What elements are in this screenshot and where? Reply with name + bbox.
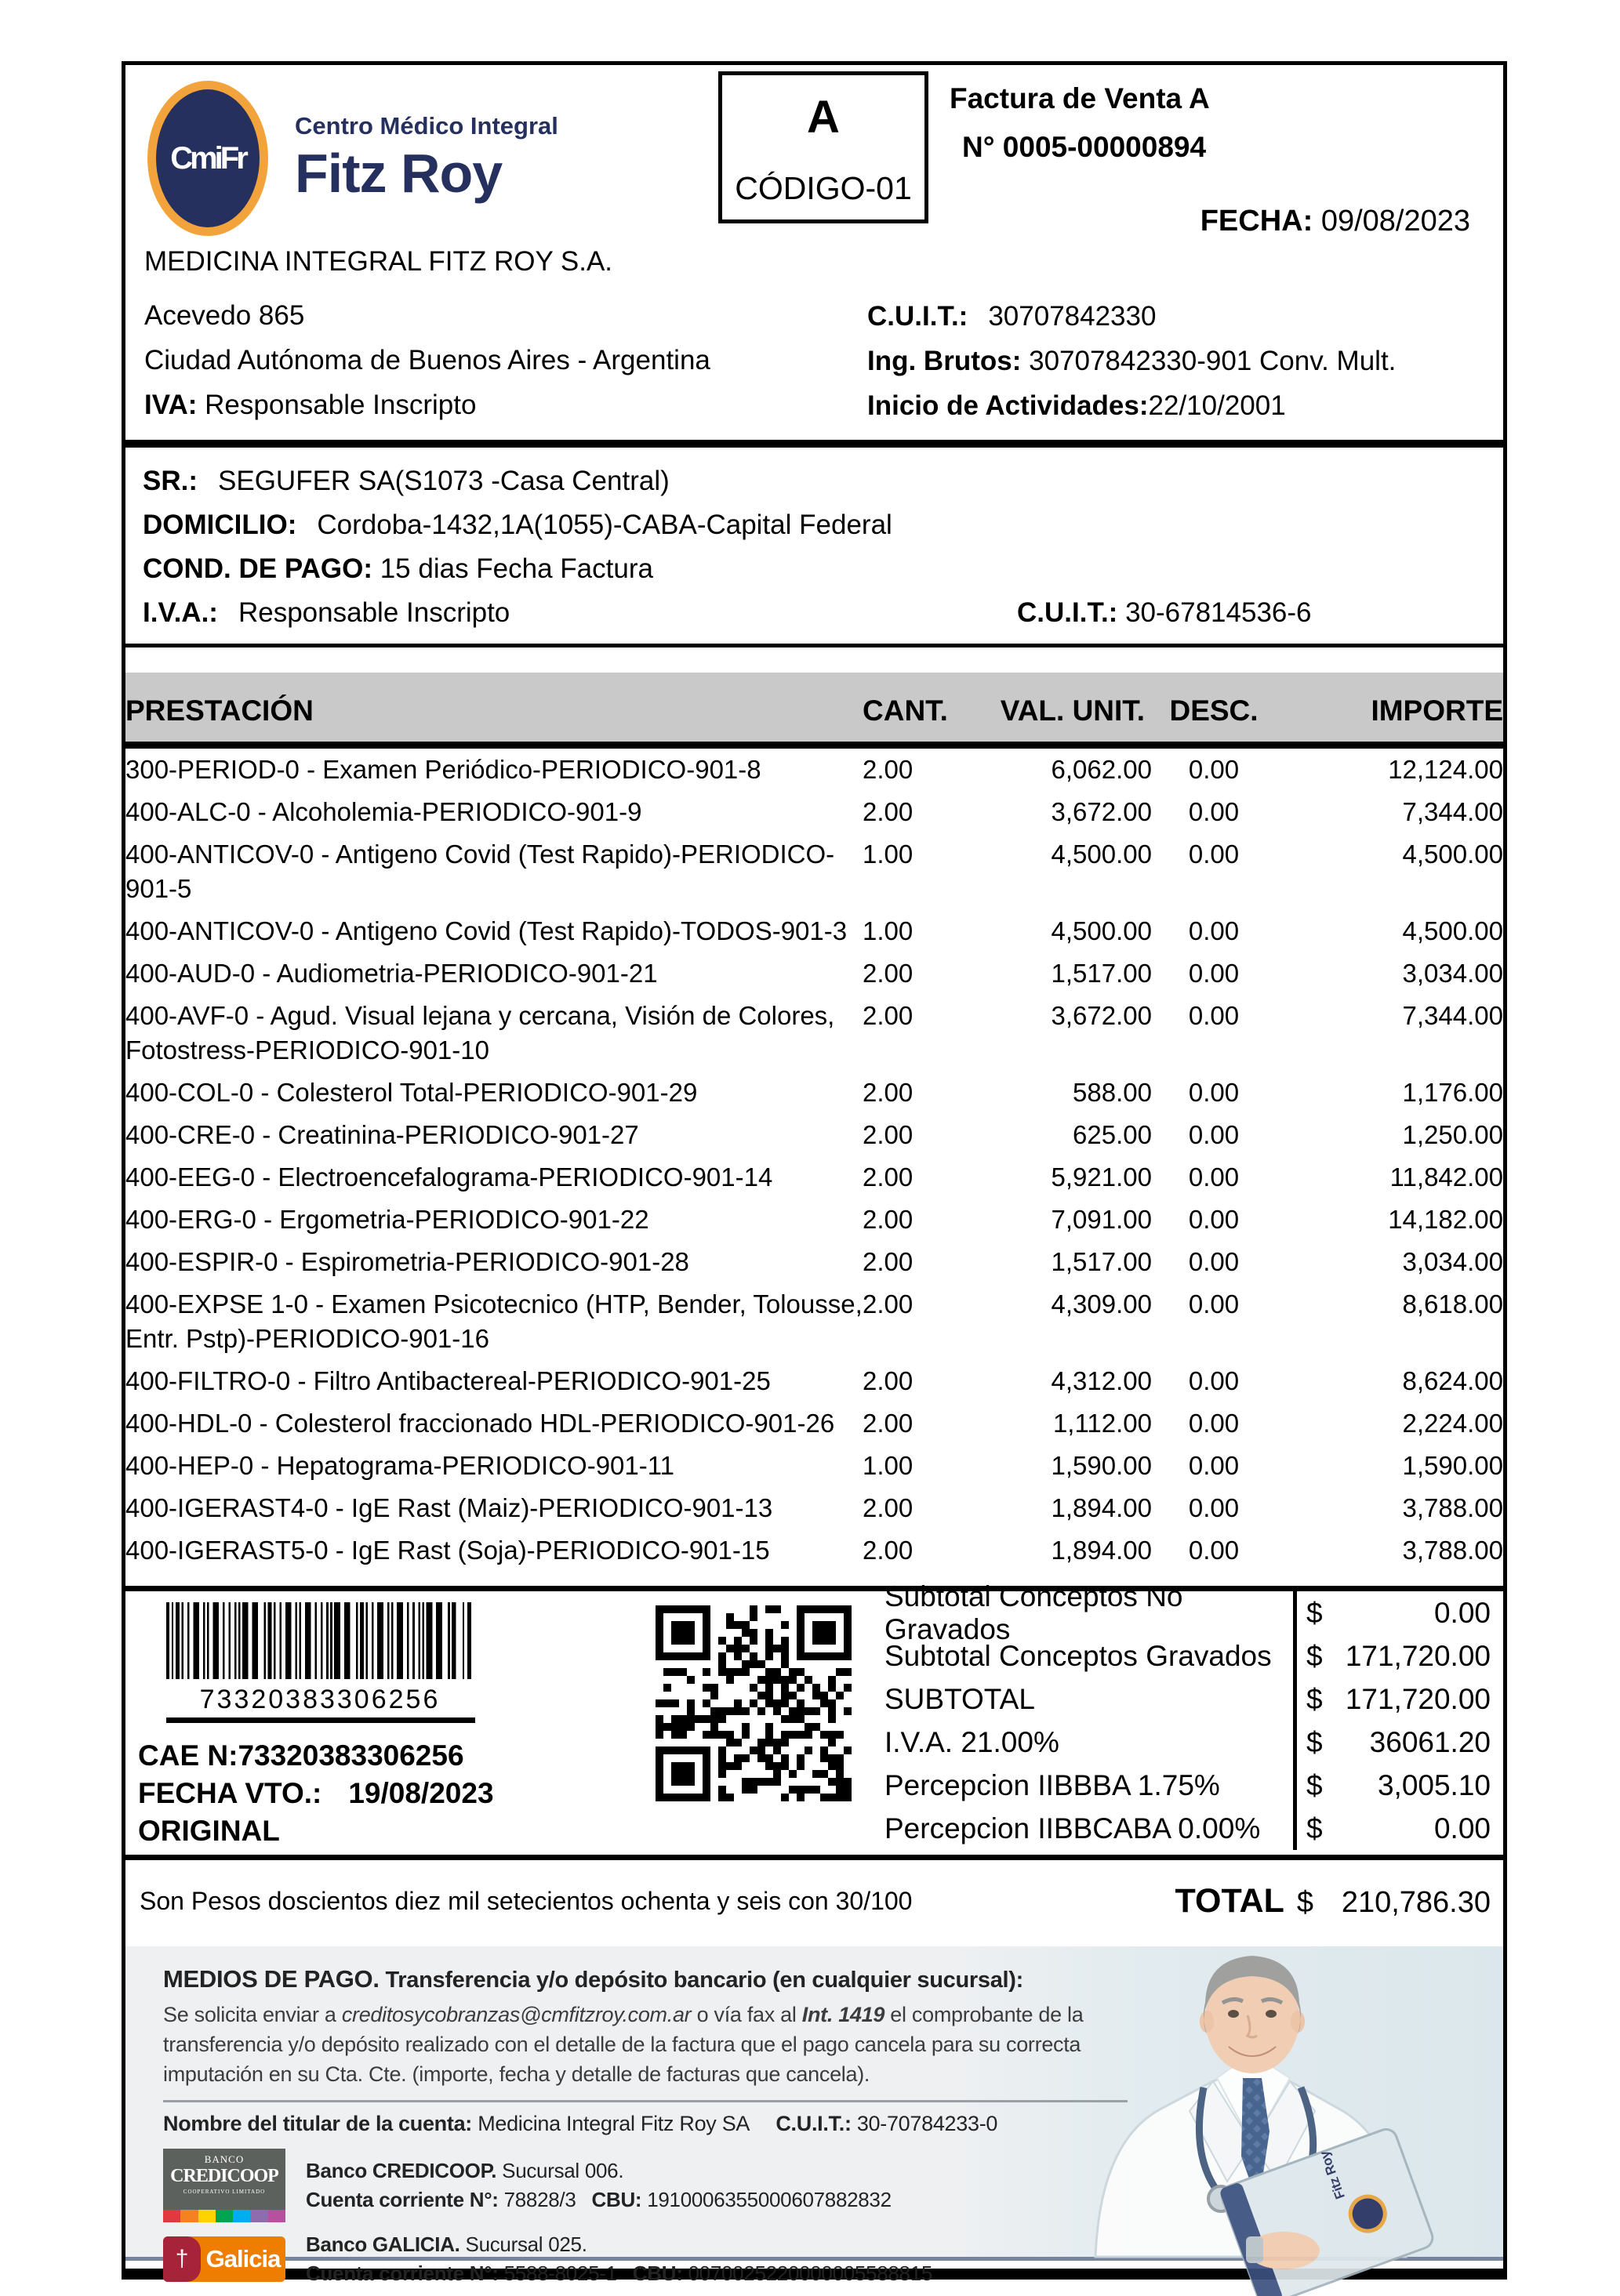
cell-desc: 0.00	[1188, 1120, 1240, 1149]
cell-val-unit: 1,894.00	[1051, 1493, 1152, 1522]
cell-prestacion: 400-HDL-0 - Colesterol fraccionado HDL-PERIODICO-901-26	[125, 1409, 835, 1438]
credicoop-logo-line2: CREDICOOP	[170, 2166, 278, 2186]
company-info	[144, 239, 710, 427]
cell-desc: 0.00	[1188, 1078, 1240, 1107]
cell-val-unit: 4,500.00	[1051, 916, 1152, 945]
summary-value: 3,005.10	[1377, 1768, 1491, 1801]
summary-value-cell	[1293, 1764, 1503, 1807]
cell-prestacion: 400-EEG-0 - Electroencefalograma-PERIODICO-901-14	[125, 1163, 773, 1192]
customer-cond-pago-value: 15 dias Fecha Factura	[380, 553, 653, 584]
invoice-title: Factura de Venta A	[950, 82, 1210, 114]
cell-desc: 0.00	[1188, 1289, 1240, 1318]
galicia-cbu-label: CBU:	[632, 2262, 683, 2285]
account-holder-line	[163, 2112, 1128, 2136]
customer-cond-pago-label: COND. DE PAGO:	[143, 553, 372, 584]
customer-iva-label: I.V.A.:	[143, 597, 218, 628]
cell-prestacion: 400-IGERAST4-0 - IgE Rast (Maiz)-PERIODICO-901-13	[125, 1493, 773, 1522]
cell-desc: 0.00	[1188, 797, 1240, 826]
summary-value-cell	[1293, 1678, 1503, 1721]
account-holder-value: Medicina Integral Fitz Roy SA	[478, 2112, 750, 2135]
summary-value-cell	[1293, 1721, 1503, 1764]
summary-label: I.V.A. 21.00%	[884, 1725, 1059, 1758]
invoice-header	[125, 65, 1503, 444]
table-row	[125, 910, 1503, 952]
summary-row	[866, 1678, 1503, 1721]
col-header-val-unit: VAL. UNIT.	[993, 673, 1152, 745]
cell-prestacion: 400-IGERAST5-0 - IgE Rast (Soja)-PERIODICO-901-15	[125, 1536, 770, 1565]
cell-cant: 1.00	[863, 916, 914, 945]
credicoop-name: Banco CREDICOOP.	[306, 2159, 497, 2182]
cell-cant: 2.00	[863, 1205, 914, 1234]
table-row	[125, 1529, 1503, 1572]
bank-row-credicoop	[163, 2149, 1128, 2222]
galicia-details	[306, 2230, 932, 2288]
cell-prestacion: 300-PERIOD-0 - Examen Periódico-PERIODICO-901-8	[125, 755, 761, 784]
cae-vto-line	[138, 1775, 656, 1812]
cell-desc: 0.00	[1188, 1366, 1240, 1395]
summary-label: Subtotal Conceptos Gravados	[884, 1639, 1272, 1672]
cell-prestacion: 400-ALC-0 - Alcoholemia-PERIODICO-901-9	[125, 797, 642, 826]
customer-domicilio-value: Cordoba-1432,1A(1055)-CABA-Capital Federal	[317, 510, 892, 540]
credicoop-cc-label: Cuenta corriente N°:	[306, 2188, 499, 2211]
cell-cant: 2.00	[863, 1120, 914, 1149]
cell-cant: 2.00	[863, 1001, 914, 1030]
cell-desc: 0.00	[1188, 1493, 1240, 1522]
cell-cant: 2.00	[863, 1247, 914, 1276]
summary-value: 36061.20	[1369, 1725, 1491, 1758]
table-row	[125, 995, 1503, 1072]
cell-val-unit: 1,517.00	[1051, 1247, 1152, 1276]
company-cuit-label: C.U.I.T.:	[867, 301, 968, 332]
payment-summary-section	[125, 1580, 1503, 1860]
cell-importe: 8,624.00	[1402, 1366, 1503, 1395]
company-iva	[144, 383, 710, 427]
payments-email: creditosycobranzas@cmfitzroy.com.ar	[341, 2003, 692, 2026]
cell-importe: 7,344.00	[1402, 797, 1503, 826]
cell-desc: 0.00	[1188, 755, 1240, 784]
cell-prestacion: 400-COL-0 - Colesterol Total-PERIODICO-901-29	[125, 1078, 698, 1107]
cell-prestacion: 400-ERG-0 - Ergometria-PERIODICO-901-22	[125, 1205, 649, 1234]
payment-methods-title: MEDIOS DE PAGO.	[163, 1965, 380, 1993]
brand-name: Fitz Roy	[295, 143, 503, 204]
company-ing-brutos-label: Ing. Brutos:	[867, 346, 1022, 376]
summary-value: 0.00	[1433, 1596, 1491, 1629]
company-inicio-actividades	[867, 383, 1396, 428]
col-header-cant: CANT.	[863, 673, 993, 745]
payment-instructions	[163, 2000, 1128, 2089]
table-row	[125, 791, 1503, 833]
cae-value: 73320383306256	[238, 1739, 464, 1772]
table-row	[125, 1114, 1503, 1156]
cell-val-unit: 1,112.00	[1052, 1409, 1152, 1438]
invoice-type-box	[718, 71, 928, 223]
payment-methods-content	[163, 1965, 1128, 2296]
table-row	[125, 1283, 1503, 1360]
cell-cant: 2.00	[863, 1289, 914, 1318]
table-row	[125, 1156, 1503, 1199]
summary-row	[866, 1580, 1503, 1645]
cell-importe: 2,224.00	[1402, 1409, 1503, 1438]
cell-importe: 12,124.00	[1388, 755, 1503, 784]
cell-prestacion: 400-ESPIR-0 - Espirometria-PERIODICO-901-28	[125, 1247, 689, 1276]
barcode-block	[125, 1591, 656, 1855]
cell-val-unit: 7,091.00	[1051, 1205, 1152, 1234]
cell-cant: 1.00	[863, 840, 914, 869]
credicoop-sucursal: Sucursal 006.	[502, 2159, 624, 2182]
account-holder-label: Nombre del titular de la cuenta:	[163, 2112, 472, 2135]
cell-val-unit: 625.00	[1073, 1120, 1152, 1149]
brand-logo	[147, 81, 558, 236]
credicoop-rainbow-stripe	[163, 2210, 285, 2222]
cae-block	[138, 1737, 656, 1850]
total-label: TOTAL	[1175, 1882, 1284, 1920]
cell-importe: 7,344.00	[1402, 1001, 1503, 1030]
fax-extension: Int. 1419	[801, 2003, 885, 2026]
company-iva-value: Responsable Inscripto	[205, 390, 477, 420]
cell-importe: 3,788.00	[1402, 1493, 1503, 1522]
cell-importe: 3,788.00	[1402, 1536, 1503, 1565]
brand-text	[295, 112, 558, 205]
credicoop-details	[306, 2156, 892, 2214]
cell-importe: 1,250.00	[1402, 1120, 1503, 1149]
col-header-prestacion: PRESTACIÓN	[125, 673, 863, 745]
cae-vto-value: 19/08/2023	[348, 1777, 494, 1809]
cell-desc: 0.00	[1188, 916, 1240, 945]
qr-block	[656, 1591, 866, 1855]
summary-value-cell	[1293, 1634, 1503, 1678]
summary-currency: $	[1306, 1639, 1323, 1672]
cell-desc: 0.00	[1188, 1001, 1240, 1030]
instructions-rest: el comprobante de la transferencia y/o depósito realizado con el detalle de la factura que el pago cancela para su correcta imputación en su Cta. Cte. (importe, fecha y detalle de facturas que cancela).	[163, 2003, 1084, 2086]
col-header-importe: IMPORTE	[1276, 673, 1503, 745]
summary-label: SUBTOTAL	[884, 1682, 1035, 1715]
cell-cant: 2.00	[863, 1366, 914, 1395]
company-inicio-value: 22/10/2001	[1148, 390, 1286, 421]
copy-type: ORIGINAL	[138, 1815, 280, 1847]
customer-box	[125, 444, 1503, 647]
total-band	[125, 1860, 1503, 1946]
cell-cant: 2.00	[863, 797, 914, 826]
payment-methods-heading	[163, 1965, 1128, 1993]
galicia-logo-text: Galicia	[205, 2245, 281, 2272]
cell-importe: 3,034.00	[1402, 959, 1503, 988]
cell-prestacion: 400-AUD-0 - Audiometria-PERIODICO-901-21	[125, 959, 658, 988]
cell-val-unit: 588.00	[1073, 1078, 1152, 1107]
galicia-cc-label: Cuenta corriente N°:	[306, 2262, 499, 2285]
barcode-icon	[166, 1602, 474, 1679]
table-row	[125, 1241, 1503, 1283]
cell-desc: 0.00	[1188, 1451, 1240, 1480]
barcode-number: 73320383306256	[199, 1685, 441, 1714]
cell-prestacion: 400-FILTRO-0 - Filtro Antibactereal-PERIODICO-901-25	[125, 1366, 771, 1395]
instructions-mid: o vía fax al	[691, 2003, 802, 2026]
credicoop-cbu-label: CBU:	[591, 2188, 642, 2211]
customer-sr-label: SR.:	[143, 466, 198, 496]
company-ing-brutos	[867, 339, 1396, 383]
cell-val-unit: 3,672.00	[1051, 797, 1152, 826]
cell-val-unit: 1,894.00	[1051, 1536, 1152, 1565]
cell-importe: 8,618.00	[1402, 1289, 1503, 1318]
cell-prestacion: 400-HEP-0 - Hepatograma-PERIODICO-901-11	[125, 1451, 674, 1480]
summary-currency: $	[1306, 1812, 1323, 1844]
galicia-name: Banco GALICIA.	[306, 2233, 460, 2256]
cae-vto-label: FECHA VTO.:	[138, 1777, 322, 1809]
cell-prestacion: 400-ANTICOV-0 - Antigeno Covid (Test Rapido)-TODOS-901-3	[125, 916, 848, 945]
company-cuit	[867, 294, 1396, 339]
invoice-type-letter: A	[807, 92, 840, 143]
invoice-date-label: FECHA:	[1200, 205, 1313, 238]
logo-monogram: CmiFr	[170, 140, 245, 176]
qr-code-icon	[656, 1605, 852, 1801]
customer-cuit	[1017, 591, 1312, 635]
company-ing-brutos-value: 30707842330-901 Conv. Mult.	[1029, 346, 1397, 376]
table-filler-row	[125, 1572, 1503, 1586]
barcode-underline	[166, 1717, 475, 1723]
cell-desc: 0.00	[1188, 1247, 1240, 1276]
items-table	[125, 673, 1503, 1586]
company-name: MEDICINA INTEGRAL FITZ ROY S.A.	[144, 246, 613, 277]
galicia-cc-value: 5588-8025-1	[503, 2262, 617, 2285]
cell-cant: 2.00	[863, 1409, 914, 1438]
cell-val-unit: 4,309.00	[1051, 1289, 1152, 1318]
summary-row	[866, 1721, 1503, 1764]
summary-value: 0.00	[1433, 1812, 1491, 1844]
cell-importe: 1,590.00	[1402, 1451, 1503, 1480]
cell-prestacion: 400-CRE-0 - Creatinina-PERIODICO-901-27	[125, 1120, 639, 1149]
cell-val-unit: 3,672.00	[1051, 1001, 1152, 1030]
footer-divider	[163, 2100, 1128, 2102]
total-currency: $	[1296, 1886, 1313, 1919]
brand-tagline: Centro Médico Integral	[295, 112, 558, 140]
cae-label: CAE N:	[138, 1739, 238, 1772]
cell-val-unit: 4,500.00	[1051, 840, 1152, 869]
summary-label: Percepcion IIBBCABA 0.00%	[884, 1812, 1261, 1844]
cell-desc: 0.00	[1188, 840, 1240, 869]
company-iva-label: IVA:	[144, 390, 198, 420]
table-row	[125, 833, 1503, 910]
customer-payment-terms-row	[143, 547, 1486, 591]
amount-in-words: Son Pesos doscientos diez mil setecientos ochenta y seis con 30/100	[140, 1887, 913, 1915]
summary-table	[866, 1580, 1503, 1855]
credicoop-cbu-value: 1910006355000607882832	[647, 2188, 892, 2211]
total-value: 210,786.30	[1341, 1886, 1491, 1919]
customer-iva-value: Responsable Inscripto	[238, 597, 510, 628]
table-row	[125, 745, 1503, 792]
spacer	[125, 647, 1503, 673]
account-holder-cuit-label: C.U.I.T.:	[775, 2112, 852, 2135]
col-header-desc: DESC.	[1152, 673, 1276, 745]
galicia-sucursal: Sucursal 025.	[465, 2233, 587, 2256]
payment-methods-panel	[125, 1946, 1503, 2285]
summary-row	[866, 1807, 1503, 1850]
cell-cant: 2.00	[863, 1493, 914, 1522]
cell-desc: 0.00	[1188, 1163, 1240, 1192]
credicoop-logo-line1: BANCO	[204, 2153, 245, 2165]
summary-label: Subtotal Conceptos No Gravados	[884, 1580, 1183, 1645]
summary-value: 171,720.00	[1345, 1639, 1491, 1672]
cell-prestacion: 400-EXPSE 1-0 - Examen Psicotecnico (HTP, Bender, Tolousse, Entr. Pstp)-PERIODICO-901-16	[125, 1289, 863, 1353]
account-holder-cuit-value: 30-70784233-0	[856, 2112, 998, 2135]
cell-importe: 14,182.00	[1388, 1205, 1503, 1234]
cell-importe: 3,034.00	[1402, 1247, 1503, 1276]
invoice-frame	[122, 61, 1507, 2285]
company-tax-info	[867, 294, 1396, 428]
cae-number-line	[138, 1737, 656, 1775]
invoice-number: N° 0005-00000894	[962, 131, 1207, 163]
bank-list	[163, 2149, 1128, 2288]
cell-importe: 4,500.00	[1402, 916, 1503, 945]
svg-text:Fitz Roy: Fitz Roy	[1317, 2149, 1348, 2201]
cell-desc: 0.00	[1188, 959, 1240, 988]
customer-cuit-label: C.U.I.T.:	[1017, 597, 1118, 628]
summary-currency: $	[1306, 1596, 1323, 1629]
company-cuit-value: 30707842330	[988, 301, 1157, 332]
items-header-row	[125, 673, 1503, 745]
credicoop-logo-line3: COOPERATIVO LIMITADO	[183, 2189, 266, 2195]
bank-row-galicia	[163, 2230, 1128, 2288]
cell-importe: 1,176.00	[1402, 1078, 1503, 1107]
invoice-meta	[950, 82, 1210, 164]
galicia-logo-icon	[163, 2236, 285, 2282]
summary-value: 171,720.00	[1345, 1682, 1491, 1715]
customer-cuit-value: 30-67814536-6	[1125, 597, 1312, 628]
table-row	[125, 1199, 1503, 1241]
cell-cant: 2.00	[863, 959, 914, 988]
cell-desc: 0.00	[1188, 1536, 1240, 1565]
cell-prestacion: 400-AVF-0 - Agud. Visual lejana y cercana, Visión de Colores, Fotostress-PERIODICO-901-10	[125, 1001, 835, 1065]
invoice-date	[1200, 205, 1470, 238]
cell-importe: 4,500.00	[1402, 840, 1503, 869]
cell-cant: 2.00	[863, 1163, 914, 1192]
table-row	[125, 1402, 1503, 1445]
cell-val-unit: 6,062.00	[1051, 755, 1152, 784]
payment-methods-subtitle: Transferencia y/o depósito bancario (en cualquier sucursal):	[379, 1968, 1024, 1993]
summary-label: Percepcion IIBBBA 1.75%	[884, 1768, 1220, 1801]
fitzroy-logo-icon	[147, 81, 268, 236]
table-row	[125, 1072, 1503, 1114]
table-row	[125, 1487, 1503, 1529]
customer-sr-value: SEGUFER SA(S1073 -Casa Central)	[218, 466, 670, 496]
cell-val-unit: 4,312.00	[1051, 1366, 1152, 1395]
cell-val-unit: 5,921.00	[1051, 1163, 1152, 1192]
cell-val-unit: 1,590.00	[1051, 1451, 1152, 1480]
cell-prestacion: 400-ANTICOV-0 - Antigeno Covid (Test Rapido)-PERIODICO-901-5	[125, 840, 835, 903]
summary-value-cell	[1293, 1591, 1503, 1634]
table-row	[125, 952, 1503, 995]
items-table-body	[125, 745, 1503, 1587]
galicia-cbu-value: 0070025220000005588815	[688, 2262, 933, 2285]
invoice-date-value: 09/08/2023	[1320, 205, 1470, 238]
summary-value-cell	[1293, 1807, 1503, 1850]
cell-val-unit: 1,517.00	[1051, 959, 1152, 988]
galicia-cross-icon: †	[163, 2236, 201, 2282]
cell-cant: 2.00	[863, 755, 914, 784]
customer-address-row	[143, 503, 1486, 547]
cell-cant: 1.00	[863, 1451, 914, 1480]
cell-desc: 0.00	[1188, 1205, 1240, 1234]
summary-row	[866, 1634, 1503, 1678]
cell-cant: 2.00	[863, 1536, 914, 1565]
summary-currency: $	[1306, 1725, 1323, 1758]
customer-domicilio-label: DOMICILIO:	[143, 510, 297, 540]
credicoop-cc-value: 78828/3	[503, 2188, 576, 2211]
cell-importe: 11,842.00	[1389, 1163, 1503, 1192]
instructions-intro: Se solicita enviar a	[163, 2003, 342, 2026]
summary-currency: $	[1306, 1682, 1323, 1715]
company-address: Acevedo 865	[144, 300, 305, 331]
summary-currency: $	[1306, 1768, 1323, 1801]
customer-name-row	[143, 459, 1486, 503]
cell-cant: 2.00	[863, 1078, 914, 1107]
company-city: Ciudad Autónoma de Buenos Aires - Argentina	[144, 345, 710, 375]
table-row	[125, 1360, 1503, 1402]
credicoop-logo-icon	[163, 2149, 285, 2222]
customer-iva-row	[143, 591, 1486, 635]
grand-total	[1175, 1882, 1491, 1921]
invoice-type-code: CÓDIGO-01	[735, 170, 912, 206]
summary-row	[866, 1764, 1503, 1807]
table-row	[125, 1445, 1503, 1487]
company-inicio-label: Inicio de Actividades:	[867, 390, 1149, 421]
cell-desc: 0.00	[1188, 1409, 1240, 1438]
